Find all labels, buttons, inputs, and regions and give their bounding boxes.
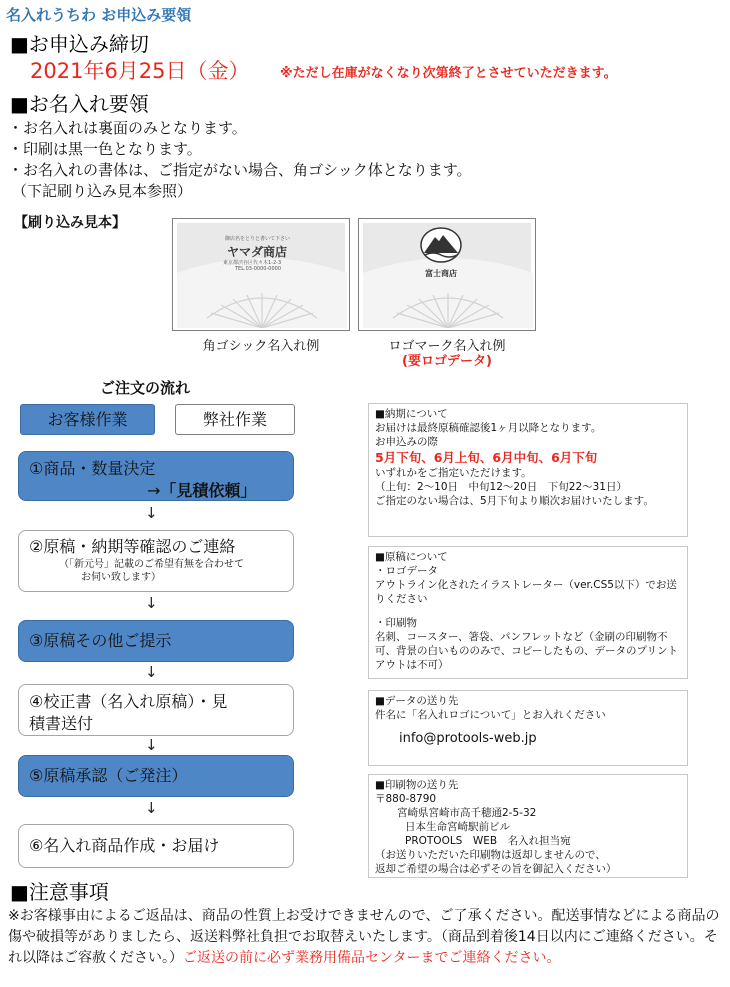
flow-arrow: ↓ (145, 594, 158, 612)
flow-step-2-sub1: （「新元号」記載のご希望有無を合わせて (59, 559, 244, 570)
requirement-item: ・お名入れの書体は、ご指定がない場合、角ゴシック体となります。 (8, 161, 472, 179)
note-print-line2: 返却ご希望の場合は必ずその旨を御記入ください） (375, 863, 617, 875)
caution-heading: ■注意事項 (10, 880, 109, 904)
note-manuscript-line3: ・印刷物 (375, 617, 417, 629)
deadline-note: ※ただし在庫がなくなり次第終了とさせていただきます。 (280, 66, 617, 81)
flow-title: ご注文の流れ (100, 379, 191, 397)
note-print-destination (368, 774, 688, 878)
sample2-caption: ロゴマーク名入れ例 (388, 339, 506, 354)
legend-company-tag: 弊社作業 (175, 404, 295, 435)
requirement-item: ・お名入れは裏面のみとなります。 (8, 119, 247, 137)
flow-step-3 (18, 620, 294, 662)
requirement-item: ・印刷は黒一色となります。 (8, 140, 202, 158)
note-delivery (368, 403, 688, 537)
flow-step-2 (18, 530, 294, 592)
flow-arrow: ↓ (145, 663, 158, 681)
note-manuscript-title: ■原稿について (375, 551, 448, 563)
note-delivery-line3: いずれかをご指定いただけます。 (375, 467, 532, 479)
note-delivery-line4: （上旬：2～10日 中旬12～20日 下旬22～31日） (375, 481, 627, 493)
samples-label: 【刷り込み見本】 (14, 215, 126, 231)
note-data-line1: 件名に「名入れロゴについて」とお入れください (375, 709, 606, 721)
fuji-logo-icon (421, 228, 461, 262)
sample2-caption-note: (要ロゴデータ) (402, 354, 492, 369)
deadline-heading: ■お申込み締切 (10, 32, 149, 56)
flow-step-4 (18, 684, 294, 736)
flow-step-2-label: ②原稿・納期等確認のご連絡 (29, 537, 236, 556)
note-print-addr1: 宮崎県宮崎市高千穂通2-5-32 (397, 807, 537, 819)
sample2-shop-name: 富士商店 (425, 269, 457, 278)
note-manuscript (368, 546, 688, 679)
caution-body (8, 906, 724, 969)
note-print-title: ■印刷物の送り先 (375, 779, 459, 791)
note-data-title: ■データの送り先 (375, 695, 459, 707)
note-print-addr2: 日本生命宮崎駅前ビル (405, 821, 510, 833)
flow-step-6 (18, 824, 294, 868)
flow-step-5 (18, 755, 294, 797)
note-manuscript-line2: アウトライン化されたイラストレーター（ver.CS5以下）でお送りください (375, 579, 677, 605)
flow-step-1-action: 「見積依頼」 (160, 481, 257, 500)
requirements-heading: ■お名入れ要領 (10, 92, 149, 116)
deadline-date: 2021年6月25日（金） (30, 59, 250, 83)
flow-step-1-arrow: → (147, 481, 161, 500)
caution-text: ※お客様事由によるご返品は、商品の性質上お受けできませんので、ご了承ください。配送事情などによる商品の傷や破損等がありましたら、返送料弊社負担でお取替えいたします。（商品到着後14日以内にご連絡ください。それ以降はご容赦ください。） (8, 908, 720, 966)
flow-step-6-label: ⑥名入れ商品作成・お届け (29, 836, 220, 855)
page-title: 名入れうちわ お申込み要領 (6, 6, 192, 24)
note-manuscript-line1: ・ロゴデータ (375, 565, 438, 577)
note-data-destination (368, 690, 688, 766)
flow-step-1-label: ①商品・数量決定 (29, 459, 156, 478)
flow-step-4-label-line1: ④校正書（名入れ原稿）・見 (29, 692, 228, 711)
note-print-line1: （お送りいただいた印刷物は返却しませんので、 (375, 849, 606, 861)
note-delivery-line2: お申込みの際 (375, 436, 438, 448)
flow-arrow: ↓ (145, 736, 158, 754)
sample1-small-line: 御店名をとりと書いて下さい (225, 236, 291, 242)
flow-step-5-label: ⑤原稿承認（ご発注） (29, 766, 188, 785)
flow-step-4-label-line2: 積書送付 (29, 714, 94, 733)
requirement-item: （下記刷り込み見本参照） (12, 182, 193, 200)
sample1-caption: 角ゴシック名入れ例 (202, 339, 320, 354)
note-delivery-title: ■納期について (375, 408, 448, 420)
caution-red-text: ご返送の前に必ず業務用備品センターまでご連絡ください。 (183, 950, 561, 966)
sample1-address: 東京都渋谷区代々木1-2-3 (223, 260, 282, 266)
sample1-shop-name: ヤマダ商店 (227, 245, 288, 259)
flow-step-2-sub2: お伺い致します） (81, 572, 161, 583)
note-print-addr3: PROTOOLS WEB 名入れ担当宛 (405, 835, 571, 847)
sample-gothic-image (172, 218, 350, 331)
email-link[interactable]: info@protools-web.jp (399, 731, 537, 746)
sample1-tel: TEL.03-0000-0000 (235, 266, 282, 272)
requirements-list (8, 118, 472, 202)
sample-logo-image (358, 218, 536, 331)
note-delivery-line1: お届けは最終原稿確認後1ヶ月以降となります。 (375, 422, 602, 434)
note-manuscript-line4: 名刺、コースター、箸袋、パンフレットなど（金刷の印刷物不可、背景の白いもののみで、コピーしたもの、データのプリントアウトは不可） (375, 631, 679, 671)
legend-customer-tag: お客様作業 (20, 404, 155, 435)
flow-step-3-label: ③原稿その他ご提示 (29, 631, 172, 650)
flow-arrow: ↓ (145, 799, 158, 817)
flow-step-1 (18, 451, 294, 501)
note-delivery-line5: ご指定のない場合は、5月下旬より順次お届けいたします。 (375, 495, 654, 507)
note-print-postal: 〒880-8790 (375, 793, 437, 805)
flow-arrow: ↓ (145, 504, 158, 522)
note-delivery-periods: 5月下旬、6月上旬、6月中旬、6月下旬 (375, 450, 598, 465)
